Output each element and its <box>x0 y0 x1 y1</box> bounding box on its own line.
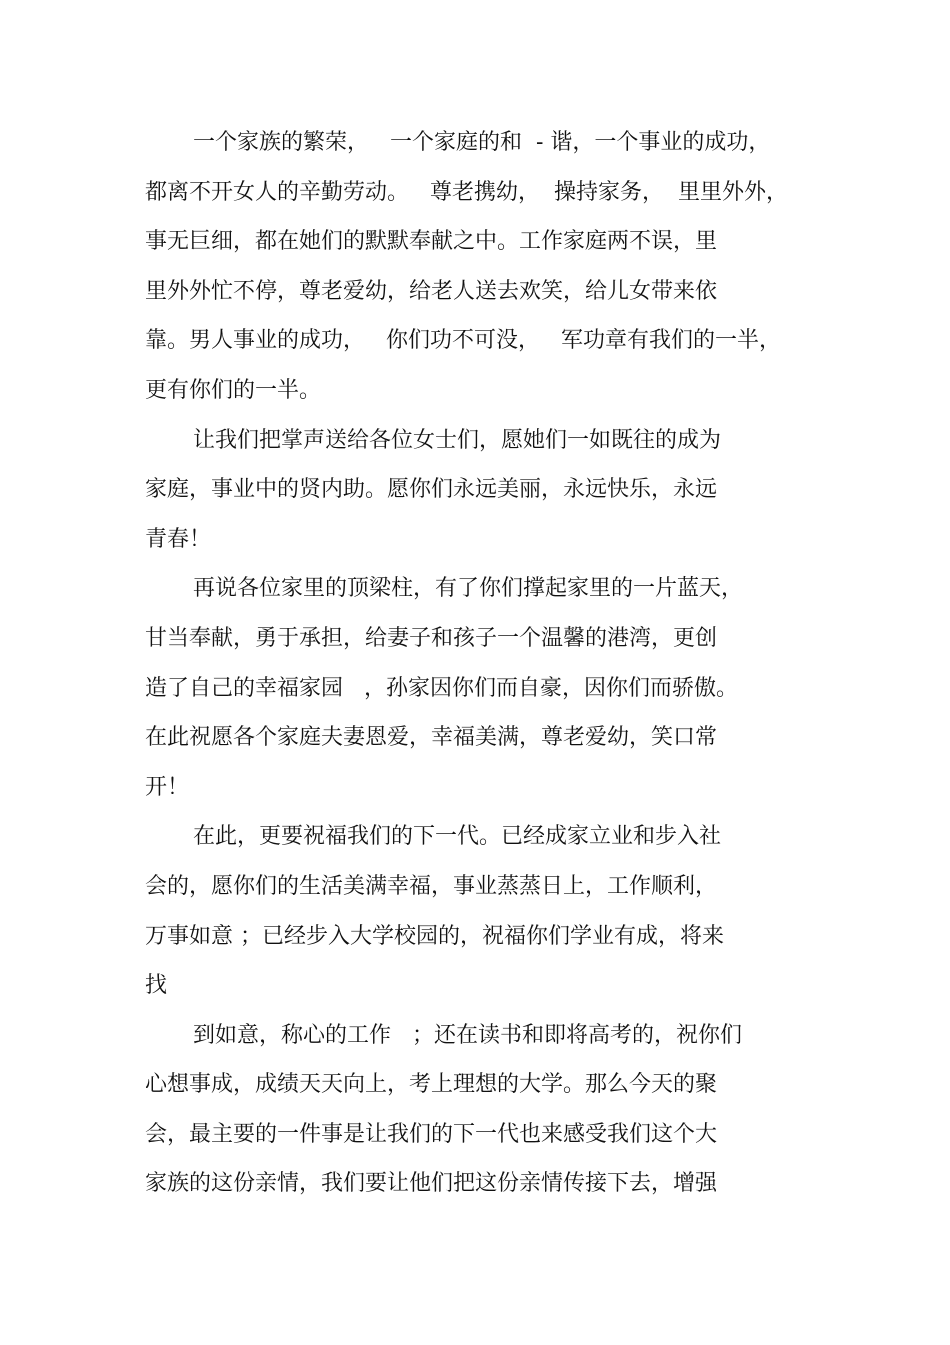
text-line: 家庭，事业中的贤内助。愿你们永远美丽，永远快乐，永远 <box>145 477 718 503</box>
text-line: 事无巨细，都在她们的默默奉献之中。工作家庭两不误，里 <box>145 229 718 255</box>
text-line: 在此，更要祝福我们的下一代。已经成家立业和步入社 <box>193 824 722 850</box>
text-line: 让我们把掌声送给各位女士们，愿她们一如既往的成为 <box>193 427 722 453</box>
text-line: 青春！ <box>145 526 212 552</box>
text-line: 里外外忙不停，尊老爱幼，给老人送去欢笑，给儿女带来依 <box>145 278 718 304</box>
text-line: 开！ <box>145 774 190 800</box>
text-line: 靠。男人事业的成功， 你们功不可没， 军功章有我们的一半， <box>145 328 781 354</box>
text-line: 一个家族的繁荣， 一个家庭的和 - 谐，一个事业的成功， <box>193 130 771 155</box>
text-line: 在此祝愿各个家庭夫妻恩爱，幸福美满，尊老爱幼，笑口常 <box>145 725 718 751</box>
text-line: 都离不开女人的辛勤劳动。 尊老携幼， 操持家务， 里里外外， <box>145 179 788 205</box>
text-line: 会，最主要的一件事是让我们的下一代也来感受我们这个大 <box>145 1121 718 1147</box>
text-line: 更有你们的一半。 <box>145 377 322 403</box>
text-line: 再说各位家里的顶梁柱，有了你们撑起家里的一片蓝天， <box>193 576 744 602</box>
text-line: 甘当奉献，勇于承担，给妻子和孩子一个温馨的港湾，更创 <box>145 625 718 651</box>
body-text <box>145 118 805 1209</box>
text-line: 找 <box>145 973 168 999</box>
text-line: 万事如意 ；已经步入大学校园的，祝福你们学业有成，将来 <box>145 923 724 949</box>
text-line: 到如意，称心的工作 ；还在读书和即将高考的，祝你们 <box>193 1022 742 1048</box>
text-line: 心想事成，成绩天天向上，考上理想的大学。那么今天的聚 <box>145 1072 718 1098</box>
text-line: 家族的这份亲情，我们要让他们把这份亲情传接下去，增强 <box>145 1171 718 1197</box>
text-line: 会的，愿你们的生活美满幸福，事业蒸蒸日上，工作顺利， <box>145 873 718 899</box>
text-line: 造了自己的幸福家园 ，孙家因你们而自豪，因你们而骄傲。 <box>145 675 738 701</box>
